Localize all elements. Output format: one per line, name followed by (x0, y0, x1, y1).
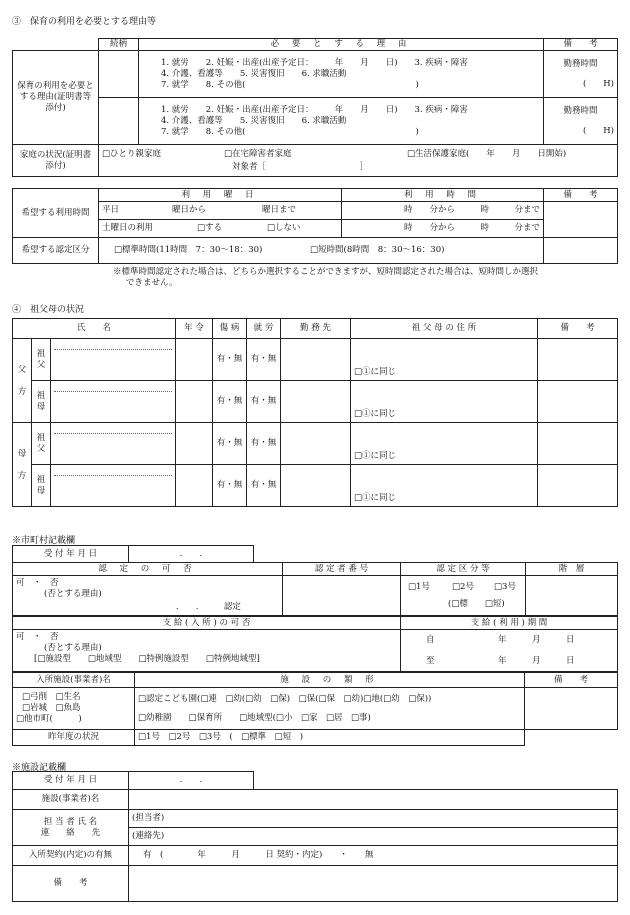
address-cell[interactable] (351, 423, 538, 465)
reason-line: 7. 就学 8. その他( ) (161, 126, 419, 137)
header-cert-class: 認 定 区 分 等 (401, 563, 526, 576)
contact-label (13, 810, 129, 846)
cert-no-cell[interactable] (283, 576, 401, 616)
same-as-checkbox[interactable]: □①に同じ (354, 409, 397, 419)
header-office: 勤 務 先 (281, 319, 351, 339)
name-cell[interactable] (51, 465, 176, 507)
saturday-label: 土曜日の利用 (102, 223, 154, 233)
facility-type-cell[interactable] (135, 688, 525, 730)
name-cell[interactable] (51, 381, 176, 423)
header-floor: 階 層 (526, 563, 618, 576)
city-supply-table (12, 616, 618, 672)
work-yes-no[interactable]: 有・無 (247, 381, 281, 423)
reason-table (12, 38, 618, 177)
age-cell[interactable] (176, 339, 213, 381)
header-time: 利 用 時 間 (342, 189, 544, 202)
remarks-cell[interactable] (538, 381, 618, 423)
age-cell[interactable] (176, 381, 213, 423)
city-facility-table (12, 672, 618, 746)
deny-reason: (否とする理由) (44, 589, 102, 599)
office-cell[interactable] (281, 339, 351, 381)
facility-name-value[interactable] (129, 790, 618, 810)
header-remarks: 備 考 (544, 39, 618, 51)
reason-label: 保育の利用を必要とする理由(証明書等添付) (13, 51, 99, 145)
section3-title: ③ 保育の利用を必要とする理由等 (12, 17, 157, 27)
class3-checkbox[interactable]: □3号 (494, 581, 516, 592)
std-short-checkbox[interactable]: (□標 □短) (448, 598, 505, 609)
family-disabled-checkbox[interactable]: □在宅障害者家庭 (224, 148, 292, 159)
office-cell[interactable] (281, 423, 351, 465)
saturday-yes-checkbox[interactable]: □する (197, 223, 223, 233)
age-cell[interactable] (176, 465, 213, 507)
facility-received-table (12, 771, 254, 790)
illness-yes-no[interactable]: 有・無 (213, 381, 247, 423)
class2-checkbox[interactable]: □2号 (452, 581, 474, 592)
header-work: 就 労 (247, 319, 281, 339)
header-approval: 認 定 の 可 否 (13, 563, 283, 576)
header-name: 氏 名 (13, 319, 176, 339)
weekday-cell[interactable] (99, 202, 342, 220)
contact-label-2: 連 絡 先 (40, 827, 101, 838)
header-illness: 傷 病 (213, 319, 247, 339)
header-days: 利 用 曜 日 (99, 189, 342, 202)
relation-cell-1[interactable] (99, 51, 139, 98)
person-cell[interactable]: (担当者) (129, 810, 618, 828)
family-welfare-checkbox[interactable]: □生活保護家庭( 年 月 日開始) (407, 148, 567, 159)
office-cell[interactable] (281, 465, 351, 507)
approval-cell[interactable] (13, 576, 283, 616)
facility-type-options[interactable]: [□施設型 □地域型 □特例施設型 □特例地域型] (34, 654, 260, 664)
father-side-label: 父方 (13, 339, 32, 423)
contact-label-1: 担 当 者 氏 名 (43, 816, 98, 827)
work-yes-no[interactable]: 有・無 (247, 423, 281, 465)
same-as-checkbox[interactable]: □①に同じ (354, 367, 397, 377)
reason-options-1[interactable] (139, 51, 544, 98)
header-address: 祖 父 母 の 住 所 (351, 319, 538, 339)
facility-remarks-value[interactable] (129, 866, 618, 902)
family-options[interactable] (99, 145, 618, 177)
period-from-date: 年 月 日 (498, 634, 575, 645)
address-cell[interactable] (351, 381, 538, 423)
address-cell[interactable] (351, 465, 538, 507)
certified-date: . . 認定 (176, 602, 241, 612)
work-yes-no[interactable]: 有・無 (247, 339, 281, 381)
same-as-checkbox[interactable]: □①に同じ (354, 451, 397, 461)
grandmother-label: 祖母 (32, 381, 51, 423)
class1-checkbox[interactable]: □1号 (408, 581, 430, 592)
remarks-cell[interactable] (538, 423, 618, 465)
illness-yes-no[interactable]: 有・無 (213, 465, 247, 507)
saturday-cell[interactable] (99, 220, 342, 238)
city-received-label: 受 付 年 月 日 (13, 546, 129, 563)
period-from-label: 自 (426, 634, 435, 645)
remarks-cell-2[interactable] (544, 98, 618, 145)
grandmother-label: 祖母 (32, 465, 51, 507)
city-cert-table (12, 562, 618, 616)
type-options-2[interactable]: □幼稚園 □保育所 □地域型(□小 □家 □居 □事) (138, 712, 371, 723)
period-to-date: 年 月 日 (498, 655, 575, 666)
saturday-time[interactable]: 時 分から 時 分まで (342, 220, 544, 238)
reason-line: 7. 就学 8. その他( ) (161, 79, 419, 90)
facility-received-date[interactable]: . . (129, 772, 254, 790)
cert-options[interactable] (99, 238, 544, 264)
header-period: 支 給 ( 利 用 ) 期 間 (401, 617, 618, 630)
facility-received-label: 受 付 年 月 日 (13, 772, 129, 790)
remarks-cell[interactable] (538, 339, 618, 381)
illness-yes-no[interactable]: 有・無 (213, 423, 247, 465)
area-options-3[interactable]: □他市町( ) (16, 714, 82, 724)
header-facility-name: 入所施設(事業者)名 (13, 673, 135, 688)
cert-note-2: できません。 (126, 278, 178, 288)
office-cell[interactable] (281, 381, 351, 423)
same-as-checkbox[interactable]: □①に同じ (354, 493, 397, 503)
cert-label: 希望する認定区分 (13, 238, 99, 264)
allow-deny[interactable]: 可 ・ 否 (16, 578, 59, 588)
cert-note-1: ※標準時間認定された場合は、どちらか選択することができますが、短時間認定された場合は、短時間しか選択 (113, 267, 539, 277)
contract-value[interactable]: 有 ( 年 月 日 契約・内定) ・ 無 (129, 846, 618, 866)
address-cell[interactable] (351, 339, 538, 381)
supply-cell[interactable] (13, 630, 401, 672)
hours-unit: ( H) (582, 78, 614, 89)
remarks-cell[interactable] (538, 465, 618, 507)
facility-remarks-label: 備 考 (13, 866, 129, 902)
cert-remarks[interactable] (544, 238, 618, 264)
header-age: 年 令 (176, 319, 213, 339)
header-relation: 続柄 (99, 39, 139, 51)
supply-allow-deny[interactable]: 可 ・ 否 (16, 632, 59, 642)
weekday-time[interactable]: 時 分から 時 分まで (342, 202, 544, 220)
last-year-label: 昨年度の状況 (13, 730, 135, 746)
work-hours-label: 勤務時間 (563, 105, 598, 116)
grandfather-label: 祖父 (32, 339, 51, 381)
wish-time-table (12, 188, 618, 264)
work-yes-no[interactable]: 有・無 (247, 465, 281, 507)
cert-standard-checkbox[interactable]: □標準時間(11時間 7：30～18：30) (114, 245, 263, 255)
header-remarks: 備 考 (538, 319, 618, 339)
cert-class-cell[interactable] (401, 576, 526, 616)
relation-cell-2[interactable] (99, 98, 139, 145)
contact-cell[interactable]: (連絡先) (129, 828, 618, 846)
reason-line: 1. 就労 2. 妊娠・出産(出産予定日： 年 月 日) 3. 疾病・障害 (161, 57, 468, 68)
weekday-label: 平日 (102, 205, 120, 215)
city-section-title: ※市町村記載欄 (12, 536, 76, 546)
section4-title: ④ 祖父母の状況 (12, 305, 85, 315)
header-remarks2: 備 考 (544, 189, 618, 202)
illness-yes-no[interactable]: 有・無 (213, 339, 247, 381)
floor-cell[interactable] (526, 576, 618, 616)
wish-remarks[interactable] (544, 202, 618, 238)
facility-name-label: 施設(事業者)名 (13, 790, 129, 810)
supply-deny-reason: (否とする理由) (44, 643, 102, 653)
saturday-no-checkbox[interactable]: □しない (267, 223, 301, 233)
header-cert-no: 認 定 者 番 号 (283, 563, 401, 576)
reason-line: 4. 介護、看護等 5. 災害復旧 6. 求職活動 (161, 115, 347, 126)
age-cell[interactable] (176, 423, 213, 465)
header-facility-remarks: 備 考 (525, 673, 618, 688)
header-facility-type: 施 設 の 類 形 (135, 673, 525, 688)
period-cell[interactable] (401, 630, 618, 672)
weekday-from: 曜日から (172, 205, 207, 215)
wish-label: 希望する利用時間 (13, 189, 99, 238)
facility-section-title: ※施設記載欄 (12, 763, 67, 773)
facility-remarks-cell[interactable] (525, 688, 618, 730)
grandfather-label: 祖父 (32, 423, 51, 465)
family-target: 対象者［ ］ (232, 161, 369, 172)
grandparent-table (12, 318, 618, 507)
area-options-1[interactable]: □弓削 □生名 (22, 692, 81, 702)
last-year-options[interactable]: □1号 □2号 □3号 ( □標準 □短 ) (135, 730, 525, 746)
mother-side-label: 母方 (13, 423, 32, 507)
weekday-to: 曜日まで (262, 205, 297, 215)
city-received-date[interactable]: . . (129, 546, 254, 563)
name-cell[interactable] (51, 423, 176, 465)
remarks-cell-1[interactable] (544, 51, 618, 98)
work-hours-label: 勤務時間 (563, 58, 598, 69)
header-reason: 必 要 と す る 理 由 (139, 39, 544, 51)
facility-area-cell[interactable] (13, 688, 135, 730)
area-options-2[interactable]: □岩城 □魚島 (22, 703, 81, 713)
reason-line: 1. 就労 2. 妊娠・出産(出産予定日： 年 月 日) 3. 疾病・障害 (161, 104, 468, 115)
family-single-checkbox[interactable]: □ひとり親家庭 (102, 148, 162, 159)
period-to-label: 至 (426, 655, 435, 666)
city-received-table (12, 545, 254, 563)
family-label: 家庭の状況(証明書添付) (13, 145, 99, 177)
hours-unit: ( H) (582, 125, 614, 136)
type-options-1[interactable]: □認定こども園(□連 □幼(□幼 □保) □保(□保 □幼)□地(□幼 □保)) (138, 693, 432, 704)
cert-short-checkbox[interactable]: □短時間(8時間 8：30～16：30) (310, 245, 445, 255)
name-cell[interactable] (51, 339, 176, 381)
reason-line: 4. 介護、看護等 5. 災害復旧 6. 求職活動 (161, 68, 347, 79)
facility-info-table (12, 789, 618, 902)
header-supply: 支 給 ( 入 所 ) の 可 否 (13, 617, 401, 630)
reason-options-2[interactable] (139, 98, 544, 145)
contract-label: 入所契約(内定)の有無 (13, 846, 129, 866)
